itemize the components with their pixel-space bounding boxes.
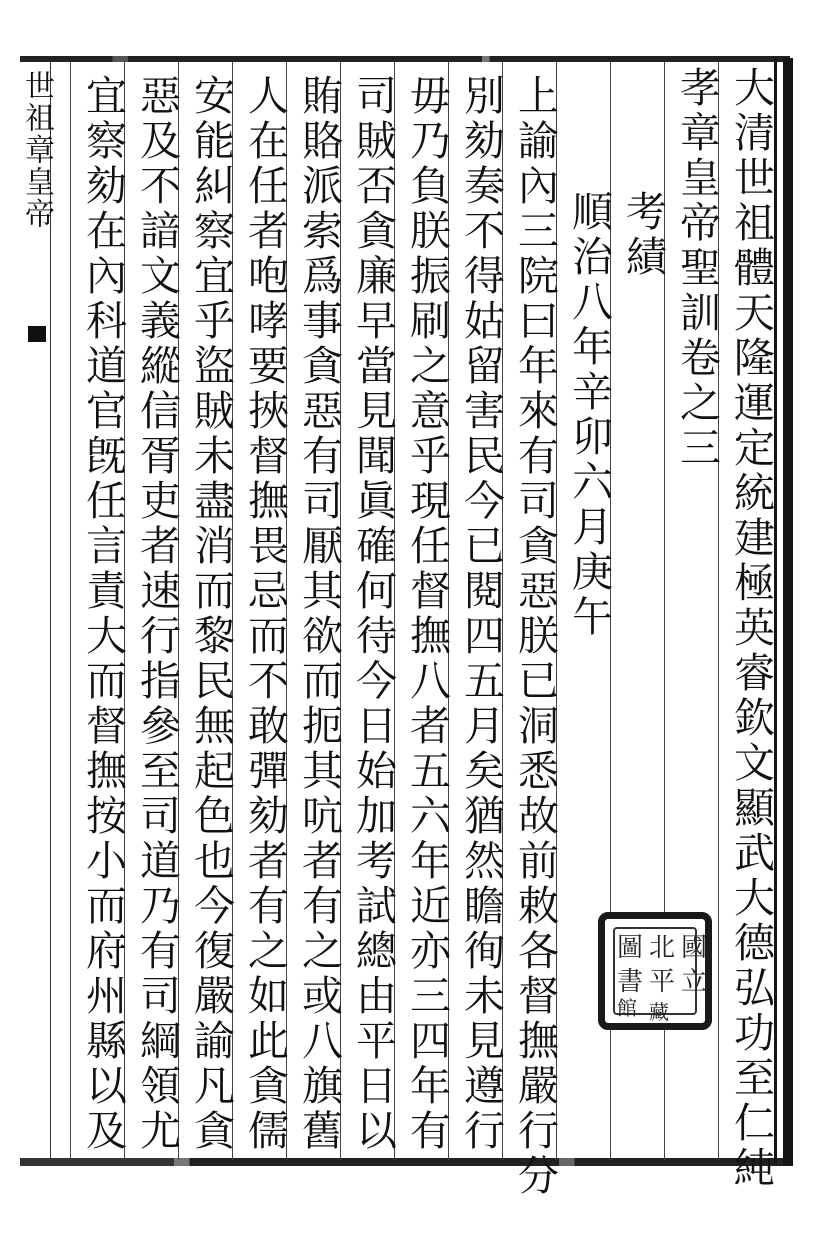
seal-glyph: 國: [681, 933, 708, 963]
fish-tail-mark: [28, 326, 46, 342]
seal-glyph: 藏: [649, 1000, 669, 1024]
frame-bottom-border: [20, 1158, 790, 1166]
seal-glyph: 立: [681, 967, 708, 997]
library-seal: [598, 912, 712, 1030]
text-column: 安能糾察宜乎盜賊未盡消而黎民無起色也今復嚴諭凡貪: [187, 74, 235, 1154]
section-heading: 考績: [619, 190, 667, 280]
text-column: 宜察劾在內科道官旣任言責大而督撫按小而府州縣以及: [79, 74, 127, 1154]
text-column: 毋乃負朕振刷之意乎現任督撫八者五六年近亦三四年有: [403, 74, 451, 1154]
text-column-title: 大清世祖體天隆運定統建極英睿欽文顯武大德弘功至仁純: [727, 66, 775, 1191]
seal-glyph: 書: [617, 967, 644, 997]
seal-glyph: 平: [649, 967, 676, 997]
seal-glyph: 圖: [617, 933, 644, 963]
text-column-volume: 孝章皇帝聖訓卷之三: [673, 66, 721, 471]
seal-glyph: 北: [649, 933, 676, 963]
text-column: 惡及不諳文義縱信胥吏者速行指參至司道乃有司綱領尤: [133, 74, 181, 1154]
column-rule: [70, 62, 71, 1160]
seal-glyph: 館: [617, 996, 637, 1020]
text-column: 司賊否貪廉早當見聞眞確何待今日始加考試總由平日以: [349, 74, 397, 1154]
text-column: 別劾奏不得姑留害民今已閱四五月矣猶然瞻徇未見遵行: [457, 74, 505, 1154]
text-column: 賄賂派索爲事貪惡有司厭其欲而扼其吭者有之或八旗舊: [295, 74, 343, 1154]
frame-top-border: [20, 56, 790, 62]
gutter-title: 世祖章皇帝: [19, 70, 54, 230]
text-column: 上諭內三院曰年來有司貪惡朕已洞悉故前敕各督撫嚴行分: [511, 74, 559, 1199]
frame-right-border: [783, 58, 793, 1166]
text-column: 人在任者咆哮要挾督撫畏忌而不敢彈劾者有之如此貪儒: [241, 74, 289, 1154]
date-line: 順治八年辛卯六月庚午: [565, 190, 613, 640]
